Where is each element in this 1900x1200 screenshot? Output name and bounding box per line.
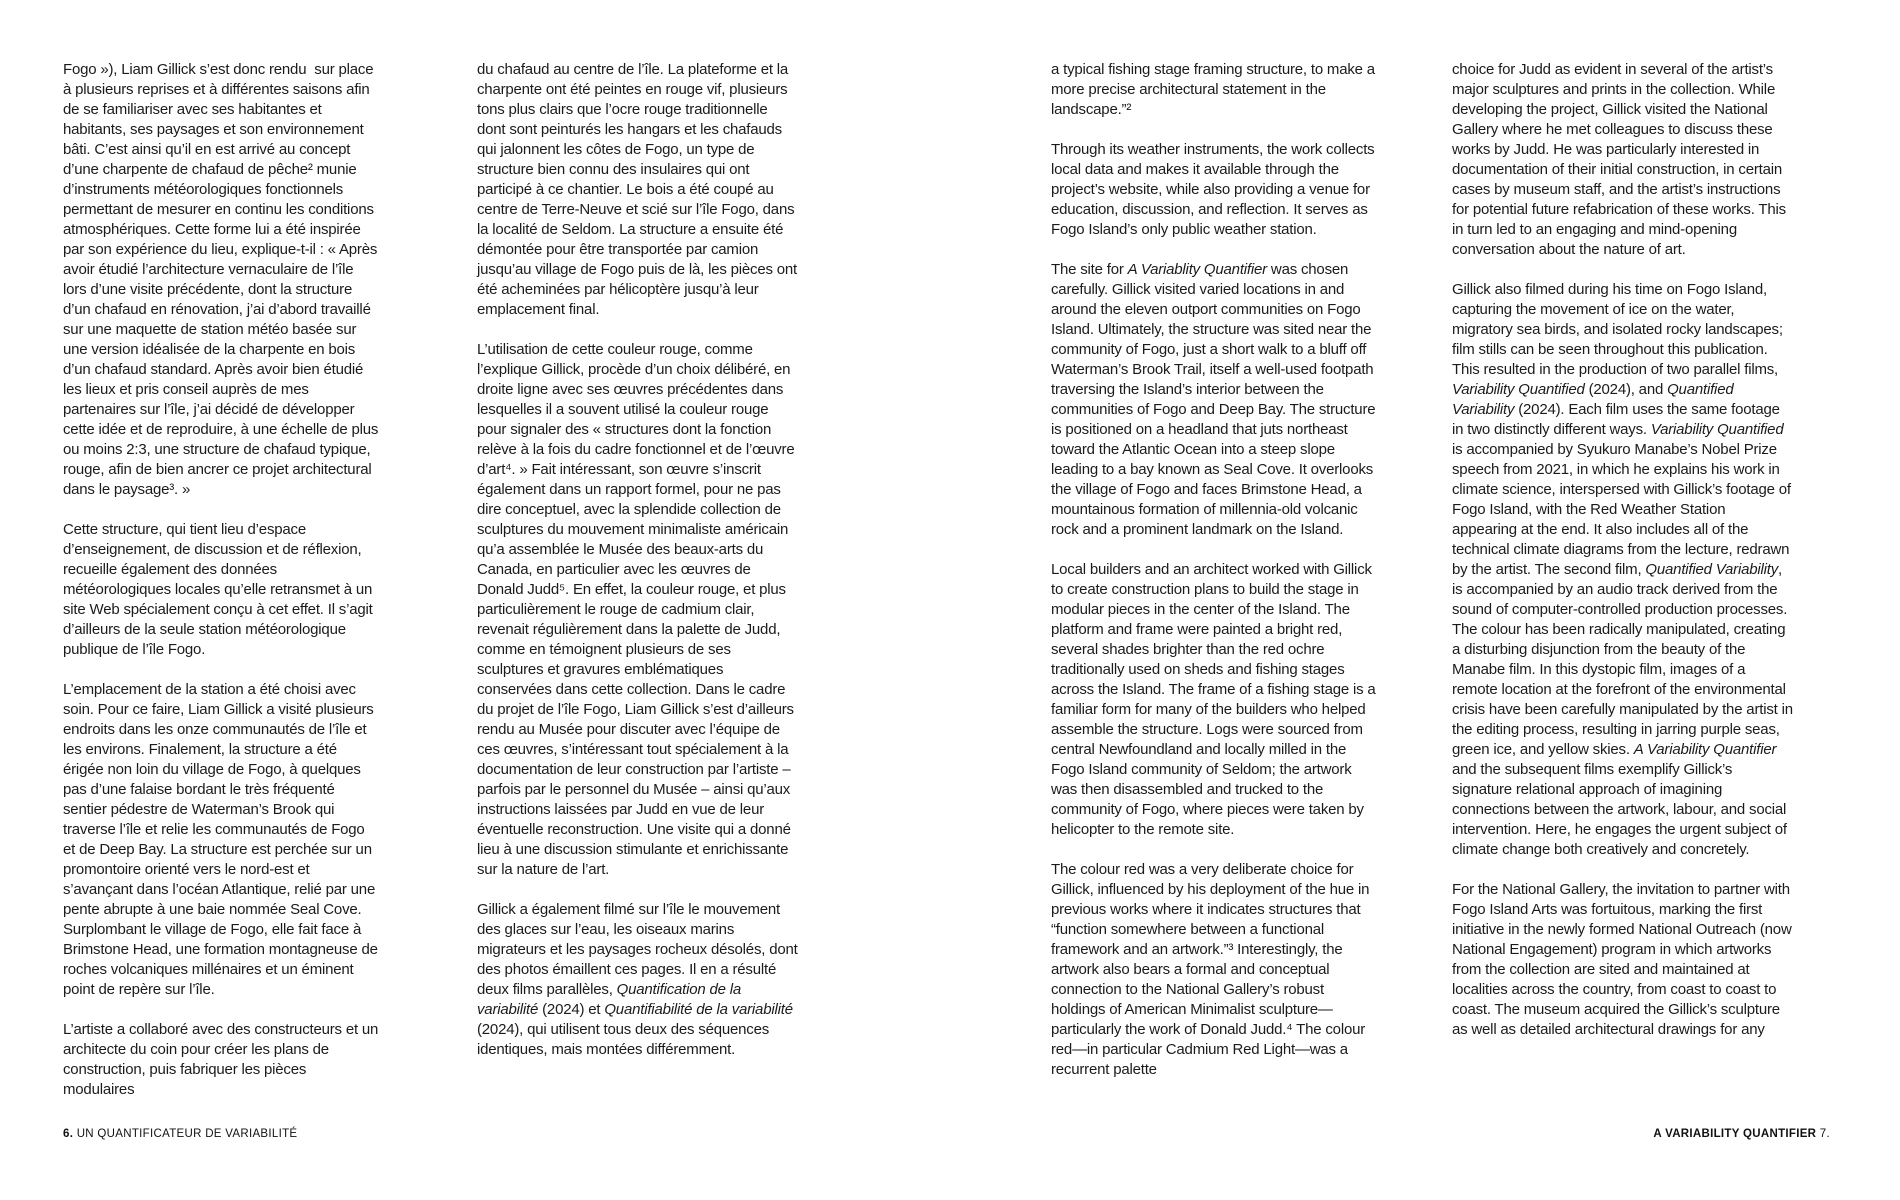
- paragraph: Fogo »), Liam Gillick s’est donc rendu sur place à plusieurs reprises et à différentes saisons afin de se familiariser avec ses habitantes et habitants, ses paysages et son environnement bâti. C’est ainsi qu’il en est arrivé au concept d’une charpente de chafaud de pêche² munie d’instruments météorologiques fonctionnels permettant de mesurer en continu les conditions atmosphériques. Cette forme lui a été inspirée par son expérience du lieu, explique-t-il : « Après avoir étudié l’architecture vernaculaire de l’île lors d’une visite précédente, dont la structure d’un chafaud en rénovation, j’ai d’abord travaillé sur une maquette de station météo basée sur une version idéalisée de la charpente en bois d’un chafaud standard. Après avoir bien étudié les lieux et pris conseil auprès de mes partenaires sur l’île, j’ai décidé de développer cette idée et de reproduire, à une échelle de plus ou moins 2:3, une structure de chafaud typique, rouge, afin de bien ancrer ce projet architectural dans le paysage³. »: [63, 61, 379, 498]
- left-running-title: UN QUANTIFICATEUR DE VARIABILITÉ: [76, 1128, 298, 1140]
- right-page-column-1: [1051, 60, 1377, 1100]
- left-page-number: 6.: [63, 1128, 74, 1140]
- paragraph: Gillick also filmed during his time on Fogo Island, capturing the movement of ice on the water, migratory sea birds, and isolated rocky landscapes; film stills can be seen throughout this publication. This resulted in the production of two parallel films, Variability Quantified (2024), and Quantified Variability (2024). Each film uses the same footage in two distinctly different ways. Variability Quantified is accompanied by Syukuro Manabe’s Nobel Prize speech from 2021, in which he explains his work in climate science, interspersed with Gillick’s footage of Fogo Island, with the Red Weather Station appearing at the end. It also includes all of the technical climate diagrams from the lecture, redrawn by the artist. The second film, Quantified Variability, is accompanied by an audio track derived from the sound of computer-controlled production processes. The colour has been radically manipulated, creating a disturbing disjunction from the beauty of the Manabe film. In this dystopic film, images of a remote location at the forefront of the environmental crisis have been carefully manipulated by the artist in the editing process, resulting in jarring purple seas, green ice, and yellow skies. A Variability Quantifier and the subsequent films exemplify Gillick’s signature relational approach of imagining connections between the artwork, labour, and social intervention. Here, he engages the urgent subject of climate change both creatively and concretely.: [1452, 281, 1793, 858]
- left-page-footer: [63, 1127, 297, 1141]
- right-page-number: 7.: [1819, 1128, 1830, 1140]
- paragraph: du chafaud au centre de l’île. La plateforme et la charpente ont été peintes en rouge vif, plusieurs tons plus clairs que l’ocre rouge traditionnelle dont sont peinturés les hangars et les chafauds qui jalonnent les côtes de Fogo, un type de structure bien connu des insulaires qui ont participé à ce chantier. Le bois a été coupé au centre de Terre-Neuve et scié sur l’île Fogo, dans la localité de Seldom. La structure a ensuite été démontée pour être transportée par camion jusqu’au village de Fogo puis de là, les pièces ont été acheminées par hélicoptère jusqu’à leur emplacement final.: [477, 61, 798, 318]
- left-page-column-1: [63, 60, 379, 1120]
- paragraph: Through its weather instruments, the work collects local data and makes it available through the project’s website, while also providing a venue for education, discussion, and reflection. It serves as Fogo Island’s only public weather station.: [1051, 141, 1375, 238]
- paragraph: L’utilisation de cette couleur rouge, comme l’explique Gillick, procède d’un choix délibéré, en droite ligne avec ses œuvres précédentes dans lesquelles il a souvent utilisé la couleur rouge pour signaler des « structures dont la fonction relève à la fois du cadre fonctionnel et de l’œuvre d’art⁴. » Fait intéressant, son œuvre s’inscrit également dans un rapport formel, pour ne pas dire conceptuel, avec la splendide collection de sculptures du mouvement minimaliste américain qu’a assemblée le Musée des beaux-arts du Canada, en particulier avec les œuvres de Donald Judd⁵. En effet, la couleur rouge, et plus particulièrement le rouge de cadmium clair, revenait régulièrement dans la palette de Judd, comme en témoignent plusieurs de ses sculptures et gravures emblématiques conservées dans cette collection. Dans le cadre du projet de l’île Fogo, Liam Gillick s’est d’ailleurs rendu au Musée pour discuter avec l’équipe de ces œuvres, s’intéressant tout spécialement à la documentation de leur construction par l’artiste – parfois par le personnel du Musée – ainsi qu’aux instructions laissées par Judd en vue de leur éventuelle reconstruction. Une visite qui a donné lieu à une discussion stimulante et enrichissante sur la nature de l’art.: [477, 341, 795, 878]
- paragraph: L’artiste a collaboré avec des constructeurs et un architecte du coin pour créer les plans de construction, puis fabriquer les pièces modulaires: [63, 1021, 379, 1098]
- right-page-footer: [1653, 1127, 1830, 1141]
- right-page-column-2: [1452, 60, 1794, 1060]
- paragraph: The site for A Variablity Quantifier was chosen carefully. Gillick visited varied locations in and around the eleven outport communities on Fogo Island. Ultimately, the structure was sited near the community of Fogo, just a short walk to a bluff off Waterman’s Brook Trail, itself a well-used footpath traversing the Island’s interior between the communities of Fogo and Deep Bay. The structure is positioned on a headland that juts northeast toward the Atlantic Ocean into a steep slope leading to a bay known as Seal Cove. It overlooks the village of Fogo and faces Brimstone Head, a mountainous formation of millennia-old volcanic rock and a prominent landmark on the Island.: [1051, 261, 1376, 538]
- paragraph: choice for Judd as evident in several of the artist’s major sculptures and prints in the collection. While developing the project, Gillick visited the National Gallery where he met colleagues to discuss these works by Judd. He was particularly interested in documentation of their initial construction, in certain cases by museum staff, and the artist’s instructions for potential future refabrication of these works. This in turn led to an engaging and mind-opening conversation about the nature of art.: [1452, 61, 1786, 258]
- paragraph: L’emplacement de la station a été choisi avec soin. Pour ce faire, Liam Gillick a visité plusieurs endroits dans les onze communautés de l’île et les environs. Finalement, la structure a été érigée non loin du village de Fogo, à quelques pas d’une falaise bordant le très fréquenté sentier pédestre de Waterman’s Brook qui traverse l’île et relie les communautés de Fogo et de Deep Bay. La structure est perchée sur un promontoire orienté vers le nord-est et s’avançant dans l’océan Atlantique, relié par une pente abrupte à une baie nommée Seal Cove. Surplombant le village de Fogo, elle fait face à Brimstone Head, une formation montagneuse de roches volcaniques millénaires et un éminent point de repère sur l’île.: [63, 681, 378, 998]
- paragraph: Gillick a également filmé sur l’île le mouvement des glaces sur l’eau, les oiseaux marins migrateurs et les paysages rocheux désolés, dont des photos émaillent ces pages. Il en a résulté deux films parallèles, Quantification de la variabilité (2024) et Quantifiabilité de la variabilité (2024), qui utilisent tous deux des séquences identiques, mais montées différemment.: [477, 901, 798, 1058]
- paragraph: The colour red was a very deliberate choice for Gillick, influenced by his deployment of the hue in previous works where it indicates structures that “function somewhere between a functional framework and an artwork.”³ Interestingly, the artwork also bears a formal and conceptual connection to the National Gallery’s robust holdings of American Minimalist sculpture—particularly the work of Donald Judd.⁴ The colour red—in particular Cadmium Red Light—was a recurrent palette: [1051, 861, 1370, 1078]
- paragraph: For the National Gallery, the invitation to partner with Fogo Island Arts was fortuitous, marking the first initiative in the newly formed National Outreach (now National Engagement) program in which artworks from the collection are sited and maintained at localities across the country, from coast to coast to coast. The museum acquired the Gillick’s sculpture as well as detailed architectural drawings for any: [1452, 881, 1792, 1038]
- paragraph: Local builders and an architect worked with Gillick to create construction plans to build the stage in modular pieces in the center of the Island. The platform and frame were painted a bright red, several shades brighter than the red ochre traditionally used on sheds and fishing stages across the Island. The frame of a fishing stage is a familiar form for many of the builders who helped assemble the structure. Logs were sourced from central Newfoundland and locally milled in the Fogo Island community of Seldom; the artwork was then disassembled and trucked to the community of Fogo, where pieces were taken by helicopter to the remote site.: [1051, 561, 1376, 838]
- paragraph: Cette structure, qui tient lieu d’espace d’enseignement, de discussion et de réflexion, recueille également des données météorologiques locales qu’elle retransmet à un site Web spécialement conçu à cet effet. Il s’agit d’ailleurs de la seule station météorologique publique de l’île Fogo.: [63, 521, 373, 658]
- paragraph: a typical fishing stage framing structure, to make a more precise architectural statement in the landscape.”²: [1051, 61, 1375, 118]
- right-running-title: A VARIABILITY QUANTIFIER: [1653, 1128, 1817, 1140]
- left-page-column-2: [477, 60, 799, 1080]
